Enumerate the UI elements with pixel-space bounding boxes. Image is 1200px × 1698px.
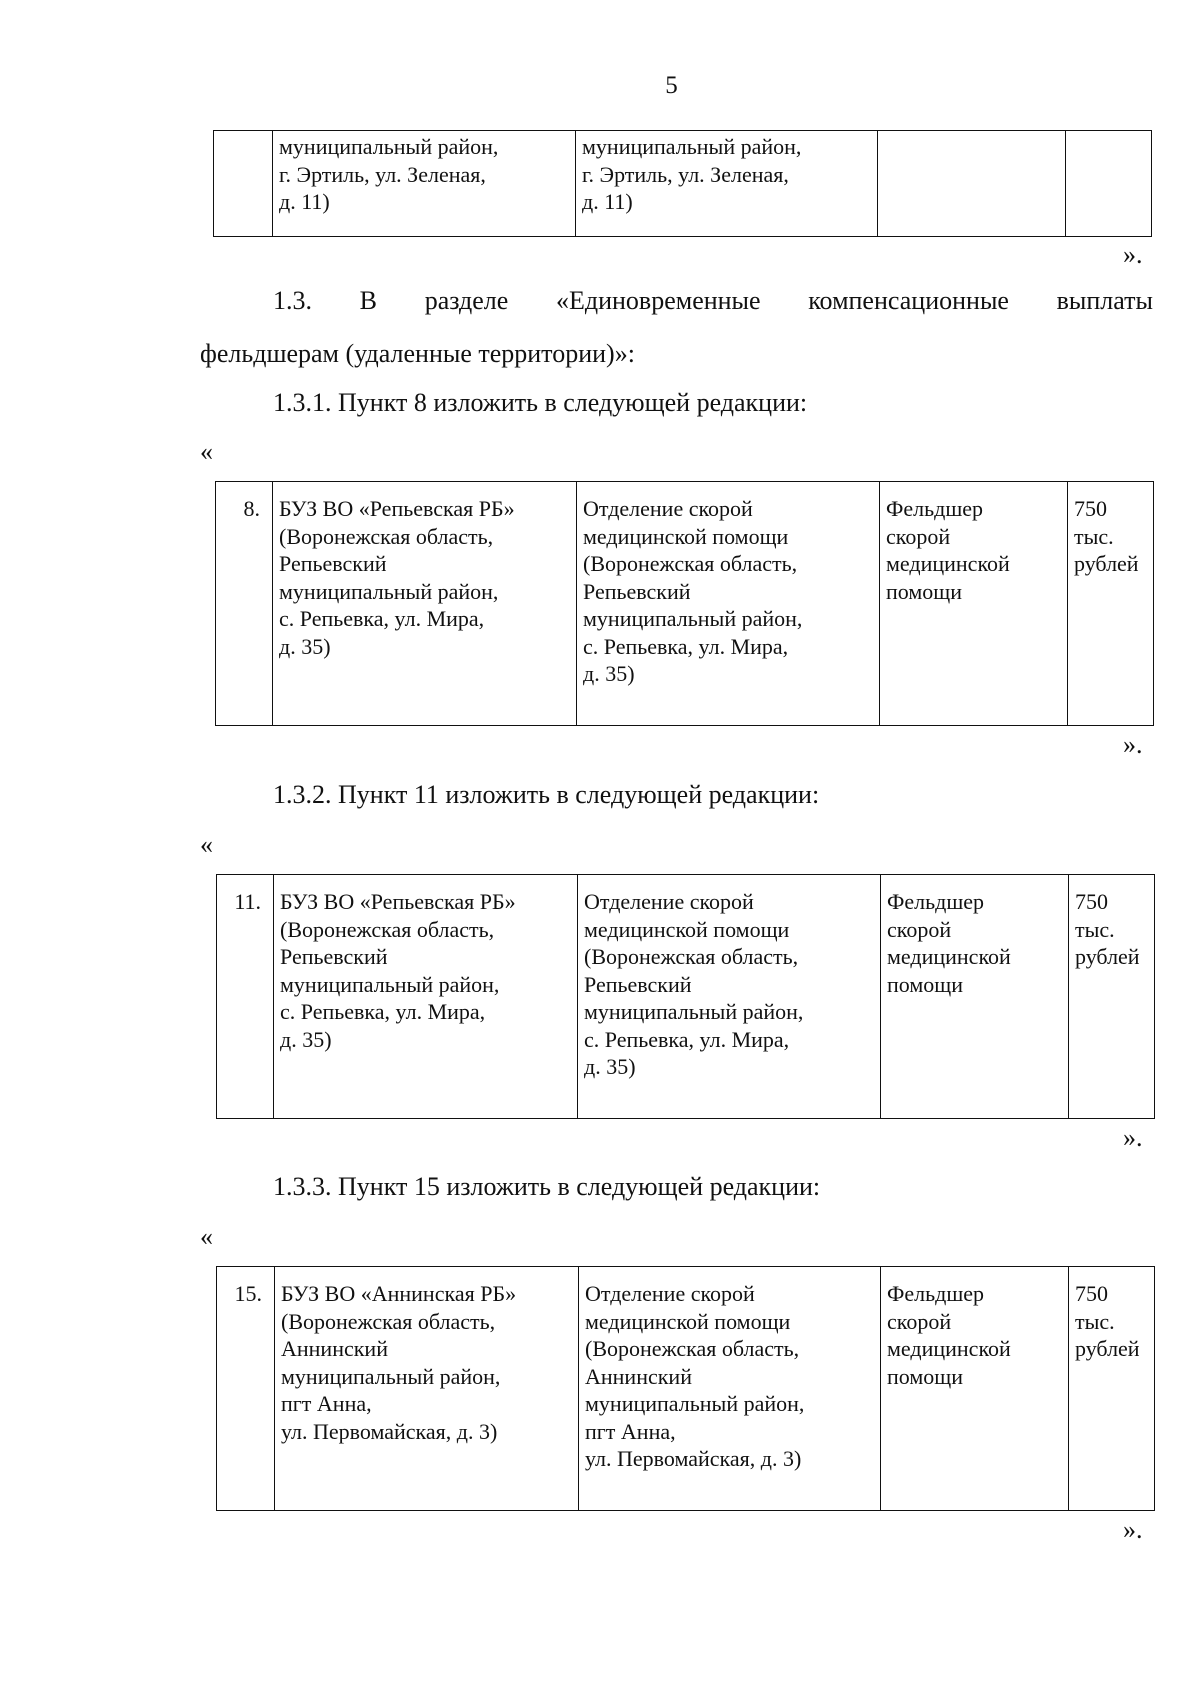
table-cell-position: [878, 131, 1066, 237]
table-cell-dept: муниципальный район, г. Эртиль, ул. Зеленая, д. 11): [576, 131, 878, 237]
continued-table: [213, 130, 1152, 237]
closing-quote: ».: [1123, 1123, 1143, 1152]
table-cell-org: БУЗ ВО «Репьевская РБ» (Воронежская область, Репьевский муниципальный район, с. Репьевка, ул. Мира, д. 35): [274, 875, 578, 1119]
closing-quote: ».: [1123, 1515, 1143, 1544]
table-cell-position: Фельдшер скорой медицинской помощи: [881, 1267, 1069, 1511]
table-cell-org: БУЗ ВО «Репьевская РБ» (Воронежская область, Репьевский муниципальный район, с. Репьевка, ул. Мира, д. 35): [273, 482, 577, 726]
table-cell-dept: Отделение скорой медицинской помощи (Воронежская область, Аннинский муниципальный район, пгт Анна, ул. Первомайская, д. 3): [579, 1267, 881, 1511]
opening-quote: «: [200, 1222, 213, 1251]
table-row: [217, 875, 1155, 1119]
table-cell-position: Фельдшер скорой медицинской помощи: [880, 482, 1068, 726]
table-cell-dept: Отделение скорой медицинской помощи (Воронежская область, Репьевский муниципальный район, с. Репьевка, ул. Мира, д. 35): [577, 482, 880, 726]
item-table-8: [215, 481, 1154, 726]
opening-quote: «: [200, 437, 213, 466]
item-heading-15: 1.3.3. Пункт 15 изложить в следующей редакции:: [273, 1172, 821, 1201]
table-cell-num: [214, 131, 273, 237]
item-heading-8: 1.3.1. Пункт 8 изложить в следующей редакции:: [273, 388, 808, 417]
heading-word: 1.3.: [273, 286, 312, 315]
item-table-11: [216, 874, 1155, 1119]
table-cell-position: Фельдшер скорой медицинской помощи: [881, 875, 1069, 1119]
table-cell-org: БУЗ ВО «Аннинская РБ» (Воронежская область, Аннинский муниципальный район, пгт Анна, ул. Первомайская, д. 3): [275, 1267, 579, 1511]
table-cell-amount: 750 тыс. рублей: [1069, 1267, 1155, 1511]
section-1-3-heading: [273, 286, 1153, 316]
item-table-15: [216, 1266, 1155, 1511]
opening-quote: «: [200, 830, 213, 859]
heading-word: компенсационные: [808, 286, 1009, 315]
page-number: 5: [665, 72, 678, 99]
table-row: [216, 482, 1154, 726]
table-cell-num: 8.: [216, 482, 273, 726]
table-cell-amount: [1066, 131, 1152, 237]
heading-word: выплаты: [1056, 286, 1153, 315]
table-row: [214, 131, 1152, 237]
section-1-3-heading-continued: фельдшерам (удаленные территории)»:: [200, 339, 635, 368]
closing-quote: ».: [1123, 730, 1143, 759]
item-heading-11: 1.3.2. Пункт 11 изложить в следующей редакции:: [273, 780, 820, 809]
table-cell-num: 15.: [217, 1267, 275, 1511]
table-cell-amount: 750 тыс. рублей: [1068, 482, 1154, 726]
table-cell-amount: 750 тыс. рублей: [1069, 875, 1155, 1119]
closing-quote: ».: [1123, 240, 1143, 269]
table-cell-dept: Отделение скорой медицинской помощи (Воронежская область, Репьевский муниципальный район, с. Репьевка, ул. Мира, д. 35): [578, 875, 881, 1119]
heading-word: «Единовременные: [555, 286, 761, 315]
table-cell-org: муниципальный район, г. Эртиль, ул. Зеленая, д. 11): [273, 131, 576, 237]
table-row: [217, 1267, 1155, 1511]
heading-word: В: [359, 286, 378, 315]
table-cell-num: 11.: [217, 875, 274, 1119]
heading-word: разделе: [424, 286, 509, 315]
